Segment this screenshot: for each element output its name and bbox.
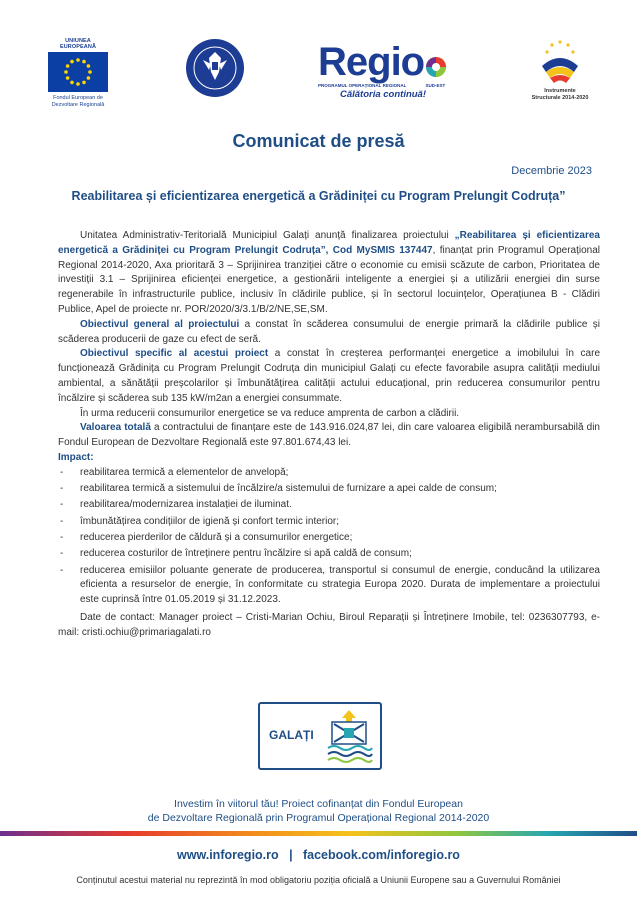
publication-date: Decembrie 2023 (511, 165, 592, 177)
regio-wordmark: Regio (318, 40, 425, 84)
total-value-label: Valoarea totală (80, 422, 151, 434)
press-release-body (58, 229, 600, 641)
page-title: Comunicat de presă (232, 131, 405, 151)
specific-objective-paragraph (58, 347, 600, 406)
list-item: - reabilitarea termică a elementelor de anvelopă; (58, 466, 600, 481)
regio-tagline: Călătoria continuă! (339, 89, 427, 100)
list-item: - reducerea costurilor de întreținere pentru încălzire si apă caldă de consum; (58, 547, 600, 562)
list-item: - reabilitarea termică a sistemului de încălzire/a sistemului de furnizare a apei calde de consum; (58, 482, 600, 497)
eu-flag-icon (48, 52, 108, 92)
project-name: „Reabilitarea și eficientizarea energetică a Grădiniței cu Program Prelungit Codruța”, Cod MySMIS 137447 (58, 230, 600, 256)
total-value-paragraph (58, 421, 600, 451)
galati-city-logo (258, 702, 382, 770)
logo-bar (0, 0, 637, 110)
funding-statement (0, 797, 637, 825)
regio-region-label: SUD-EST (425, 83, 446, 88)
intro-text-1: Unitatea Administrativ-Teritorială Municipiul Galați anunță finalizarea proiectului (80, 230, 455, 241)
structural-instruments-logo (530, 36, 590, 106)
total-value-text: a contractului de finanțare este de 143.916.024,87 lei, din care valoarea eligibilă nerambursabilă din Fondul European de Dezvoltare Regională este 97.801.674,43 lei. (58, 422, 600, 449)
impact-heading: Impact: (58, 451, 94, 463)
intro-text-2: , finanțat prin Programul Operațional Regional 2014-2020, Axa prioritară 3 – Sprijinirea tranziției către o economie cu emisii scăzute de carbon, Prioritatea de investiții 3.1 – Sprijinirea eficienței energetice, a gestionării inteligente a energiei și a utilizării energiei din surse regenerabile în infrastructurile publice, inclusiv în clădirile publice, și în sectorul locuințelor, Operațiunea B - Clădiri Publice, Apel de proiecte nr. POR/2020/3/3.1/B/2/NE,SE,SM. (58, 244, 600, 315)
funding-line-2: de Dezvoltare Regională prin Programul Operațional Regional 2014-2020 (147, 812, 490, 824)
general-objective-label: Obiectivul general al proiectului (80, 318, 240, 330)
project-subtitle: Reabilitarea și eficientizarea energetică a Grădiniței cu Program Prelungit Codruța” (71, 189, 566, 203)
eu-logo (48, 38, 108, 108)
impact-list (58, 466, 600, 608)
list-item: - reducerea pierderilor de căldură și a consumurilor energetice; (58, 531, 600, 546)
galati-logo-label: GALAȚI (269, 728, 314, 742)
carbon-paragraph: În urma reducerii consumurilor energetice se va reduce amprenta de carbon a clădirii. (80, 407, 460, 419)
intro-paragraph (58, 229, 600, 318)
government-seal-icon (185, 38, 245, 98)
list-item: - îmbunătățirea condițiilor de igienă și confort termic interior; (58, 515, 600, 530)
general-objective-paragraph (58, 318, 600, 348)
general-objective-text: a constat în scăderea consumului de energie primară la clădirile publice și scăderea producerii de gaze cu efect de seră. (58, 318, 600, 345)
structural-instruments-label: Instrumente Structurale 2014-2020 (531, 88, 589, 101)
regio-colorwheel-icon (425, 56, 447, 78)
regio-program-label: PROGRAMUL OPERAȚIONAL REGIONAL (318, 83, 407, 88)
funding-line-1: Investim în viitorul tău! Proiect cofinanțat din Fondul European (174, 798, 463, 810)
eu-fund-label: Fondul European de Dezvoltare Regională (51, 95, 105, 108)
regio-logo (318, 42, 448, 102)
structural-instruments-icon (530, 36, 590, 86)
contact-paragraph: Date de contact: Manager proiect – Cristi-Marian Ochiu, Biroul Reparații și Întreținere Imobile, tel: 0236307793, e-mail: cristi.ochiu@primariagalati.ro (58, 611, 600, 638)
color-stripe-divider (0, 831, 637, 836)
list-item: - reabilitarea/modernizarea instalației de iluminat. (58, 498, 600, 513)
galati-emblem-icon (324, 708, 374, 764)
list-item: - reducerea emisiilor poluante generate de producerea, transportul si consumul de energie, conducând la utilizarea eficienta a resurselor de energie, în conformitate cu strategia Europa 2020. Durata de implementare a proiectului este cuprinsă între 01.05.2019 și 31.12.2023. (58, 564, 600, 608)
footer-links: www.inforegio.ro | facebook.com/inforegio.ro (177, 848, 460, 862)
disclaimer: Conținutul acestui material nu reprezintă în mod obligatoriu poziția oficială a Uniunii Europene sau a Guvernului României (76, 875, 561, 885)
specific-objective-label: Obiectivul specific al acestui proiect (80, 348, 269, 360)
specific-objective-text: a constat în creșterea performanței energetice a imobilului în care funcționează Grădinița cu Program Prelungit Codruța din municipiul Galați cu efecte favorabile asupra calității mediului ambiental, a sănătății preșcolarilor și îmbunătățirea calității actului educațional, prin reducerea consumurilor pentru încălzire și scăderea sub 135 kW/m2an a energiei consummate. (58, 348, 600, 404)
eu-caption: UNIUNEA EUROPEANĂ (59, 38, 97, 50)
